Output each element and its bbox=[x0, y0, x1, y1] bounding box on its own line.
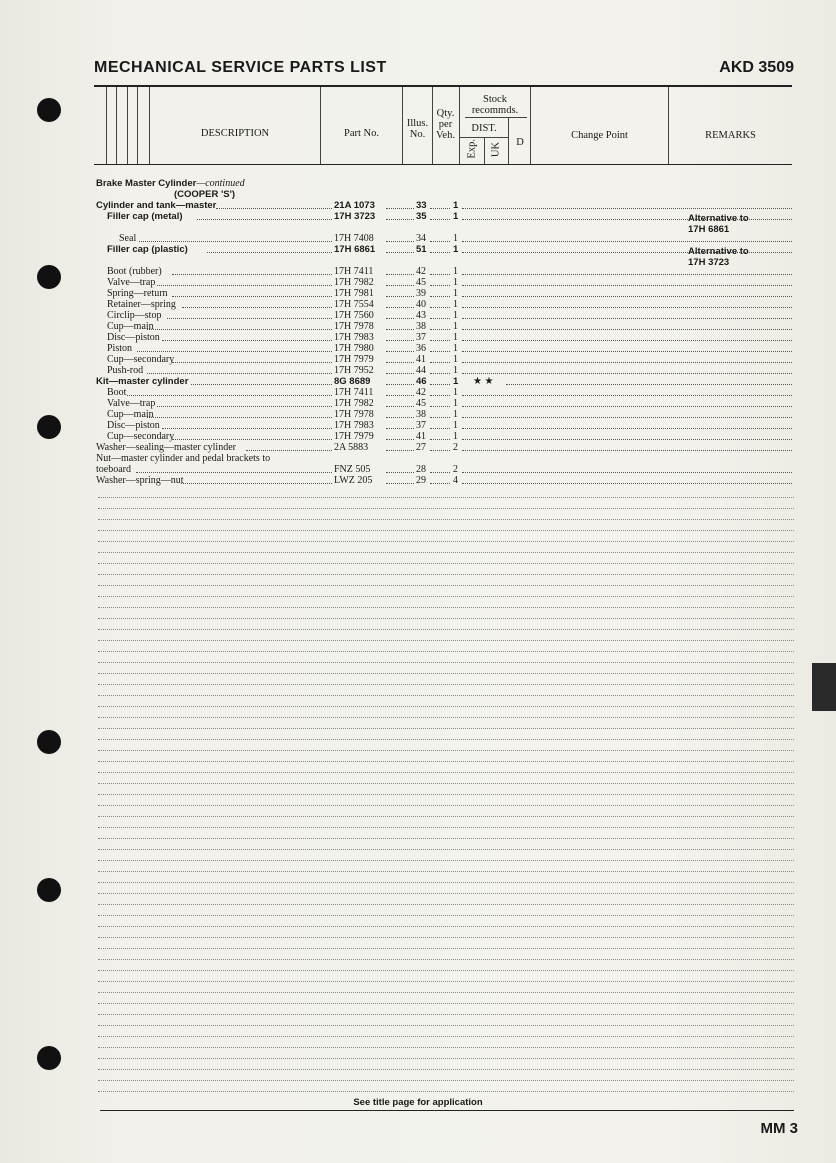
illus-number: 45 bbox=[416, 398, 426, 409]
part-description: Filler cap (metal) bbox=[107, 211, 183, 222]
ruled-line bbox=[98, 1014, 794, 1015]
col-part-no: Part No. bbox=[344, 128, 379, 139]
qty-per-vehicle: 1 bbox=[453, 332, 458, 343]
remark: Alternative to 17H 6861 bbox=[688, 213, 749, 235]
col-qty: Qty. per Veh. bbox=[436, 108, 455, 141]
qty-per-vehicle: 1 bbox=[453, 343, 458, 354]
footer-rule bbox=[100, 1110, 794, 1111]
part-number: 21A 1073 bbox=[334, 200, 375, 211]
part-description: Cylinder and tank—master bbox=[96, 200, 217, 211]
page-number: MM 3 bbox=[760, 1120, 798, 1137]
part-description: Valve—trap bbox=[107, 398, 156, 409]
ruled-line bbox=[98, 1047, 794, 1048]
ruled-line bbox=[98, 1080, 794, 1081]
ruled-line bbox=[98, 937, 794, 938]
table-row bbox=[96, 288, 796, 299]
qty-per-vehicle: 1 bbox=[453, 387, 458, 398]
col-dist: DIST. bbox=[471, 123, 497, 134]
illus-number: 37 bbox=[416, 332, 426, 343]
binder-hole bbox=[37, 98, 61, 122]
ruled-line bbox=[98, 1069, 794, 1070]
part-number: 17H 7952 bbox=[334, 365, 374, 376]
part-number: 17H 7983 bbox=[334, 332, 374, 343]
part-number: 17H 7981 bbox=[334, 288, 374, 299]
ruled-line bbox=[98, 750, 794, 751]
ruled-line bbox=[98, 728, 794, 729]
ruled-line bbox=[98, 915, 794, 916]
part-number: 17H 7554 bbox=[334, 299, 374, 310]
table-row bbox=[96, 387, 796, 398]
ruled-line bbox=[98, 706, 794, 707]
document-code: AKD 3509 bbox=[719, 59, 794, 76]
ruled-line bbox=[98, 574, 794, 575]
ruled-line bbox=[98, 794, 794, 795]
illus-number: 33 bbox=[416, 200, 427, 211]
col-change-point: Change Point bbox=[571, 130, 628, 141]
part-number: 17H 7411 bbox=[334, 266, 374, 277]
ruled-line bbox=[98, 585, 794, 586]
part-number: 2A 5883 bbox=[334, 442, 369, 453]
part-description: Spring—return bbox=[107, 288, 168, 299]
ruled-line bbox=[98, 816, 794, 817]
ruled-line bbox=[98, 1036, 794, 1037]
part-description: Kit—master cylinder bbox=[96, 376, 189, 387]
col-description: DESCRIPTION bbox=[200, 128, 270, 139]
part-description: Nut—master cylinder and pedal brackets to bbox=[96, 453, 271, 464]
ruled-line bbox=[98, 519, 794, 520]
illus-number: 29 bbox=[416, 475, 426, 486]
page-tab-marker bbox=[812, 663, 836, 711]
part-number: LWZ 205 bbox=[334, 475, 373, 486]
part-description: Filler cap (plastic) bbox=[107, 244, 188, 255]
qty-per-vehicle: 1 bbox=[453, 200, 459, 211]
part-number: 17H 7979 bbox=[334, 431, 374, 442]
ruled-line bbox=[98, 959, 794, 960]
qty-per-vehicle: 4 bbox=[453, 475, 458, 486]
binder-hole bbox=[37, 1046, 61, 1070]
ruled-line bbox=[98, 530, 794, 531]
qty-per-vehicle: 1 bbox=[453, 288, 458, 299]
binder-hole bbox=[37, 265, 61, 289]
part-number: 17H 7983 bbox=[334, 420, 374, 431]
part-number: 8G 8689 bbox=[334, 376, 371, 387]
remark: Alternative to 17H 3723 bbox=[688, 246, 749, 268]
part-description: Cup—secondary bbox=[107, 431, 175, 442]
ruled-line bbox=[98, 1003, 794, 1004]
illus-number: 27 bbox=[416, 442, 426, 453]
ruled-line bbox=[98, 871, 794, 872]
section-heading: Brake Master Cylinder—continued bbox=[96, 178, 245, 189]
qty-per-vehicle: 1 bbox=[453, 266, 458, 277]
illus-number: 41 bbox=[416, 354, 426, 365]
illus-number: 51 bbox=[416, 244, 427, 255]
stock-stars: ★ ★ bbox=[473, 376, 494, 387]
ruled-line bbox=[98, 717, 794, 718]
part-number: 17H 7979 bbox=[334, 354, 374, 365]
part-number: 17H 7978 bbox=[334, 409, 374, 420]
part-description: Washer—spring—nut bbox=[96, 475, 184, 486]
table-row bbox=[96, 475, 796, 486]
ruled-line bbox=[98, 761, 794, 762]
ruled-line bbox=[98, 541, 794, 542]
illus-number: 42 bbox=[416, 387, 426, 398]
part-number: FNZ 505 bbox=[334, 464, 371, 475]
qty-per-vehicle: 1 bbox=[453, 365, 458, 376]
table-row bbox=[96, 453, 796, 464]
ruled-line bbox=[98, 1058, 794, 1059]
table-row bbox=[96, 277, 796, 288]
illus-number: 45 bbox=[416, 277, 426, 288]
ruled-line bbox=[98, 662, 794, 663]
table-row bbox=[96, 310, 796, 321]
ruled-line bbox=[98, 992, 794, 993]
ruled-line bbox=[98, 640, 794, 641]
ruled-line bbox=[98, 508, 794, 509]
illus-number: 43 bbox=[416, 310, 426, 321]
qty-per-vehicle: 2 bbox=[453, 442, 458, 453]
part-description: Disc—piston bbox=[107, 332, 160, 343]
part-number: 17H 6861 bbox=[334, 244, 376, 255]
qty-per-vehicle: 1 bbox=[453, 233, 458, 244]
part-description: Valve—trap bbox=[107, 277, 156, 288]
part-description: Boot (rubber) bbox=[107, 266, 162, 277]
part-description: Disc—piston bbox=[107, 420, 160, 431]
qty-per-vehicle: 1 bbox=[453, 398, 458, 409]
ruled-line bbox=[98, 783, 794, 784]
ruled-line bbox=[98, 563, 794, 564]
qty-per-vehicle: 1 bbox=[453, 354, 458, 365]
ruled-line bbox=[98, 673, 794, 674]
illus-number: 42 bbox=[416, 266, 426, 277]
ruled-line bbox=[98, 607, 794, 608]
ruled-line bbox=[98, 981, 794, 982]
table-row bbox=[96, 266, 796, 277]
col-remarks: REMARKS bbox=[705, 130, 756, 141]
ruled-line bbox=[98, 629, 794, 630]
ruled-line bbox=[98, 1025, 794, 1026]
part-description: Piston bbox=[107, 343, 133, 354]
illus-number: 40 bbox=[416, 299, 426, 310]
illus-number: 28 bbox=[416, 464, 426, 475]
section-subtitle: (COOPER 'S') bbox=[174, 189, 235, 200]
table-row bbox=[96, 464, 796, 475]
page-title: MECHANICAL SERVICE PARTS LIST bbox=[94, 59, 387, 76]
illus-number: 35 bbox=[416, 211, 427, 222]
col-exp: Exp. bbox=[466, 138, 478, 159]
part-number: 17H 7982 bbox=[334, 277, 374, 288]
qty-per-vehicle: 1 bbox=[453, 277, 458, 288]
qty-per-vehicle: 1 bbox=[453, 211, 459, 222]
ruled-line bbox=[98, 926, 794, 927]
table-row bbox=[96, 332, 796, 343]
illus-number: 39 bbox=[416, 288, 426, 299]
part-description: Circlip—stop bbox=[107, 310, 162, 321]
part-description: toeboard bbox=[96, 464, 131, 475]
table-row bbox=[96, 398, 796, 409]
binder-hole bbox=[37, 415, 61, 439]
table-row bbox=[96, 354, 796, 365]
illus-number: 46 bbox=[416, 376, 427, 387]
ruled-line bbox=[98, 805, 794, 806]
ruled-line bbox=[98, 860, 794, 861]
part-number: 17H 7982 bbox=[334, 398, 374, 409]
ruled-line bbox=[98, 948, 794, 949]
qty-per-vehicle: 1 bbox=[453, 409, 458, 420]
illus-number: 41 bbox=[416, 431, 426, 442]
col-illus-no: Illus. No. bbox=[406, 118, 429, 140]
ruled-line bbox=[98, 849, 794, 850]
qty-per-vehicle: 1 bbox=[453, 431, 458, 442]
table-row bbox=[96, 321, 796, 332]
illus-number: 36 bbox=[416, 343, 426, 354]
qty-per-vehicle: 1 bbox=[453, 376, 459, 387]
qty-per-vehicle: 2 bbox=[453, 464, 458, 475]
table-row bbox=[96, 409, 796, 420]
table-row bbox=[96, 420, 796, 431]
header-rule bbox=[94, 85, 792, 87]
part-description: Washer—sealing—master cylinder bbox=[96, 442, 236, 453]
part-number: 17H 3723 bbox=[334, 211, 376, 222]
qty-per-vehicle: 1 bbox=[453, 310, 458, 321]
ruled-line bbox=[98, 651, 794, 652]
table-row bbox=[96, 343, 796, 354]
col-uk: UK bbox=[490, 141, 502, 158]
part-description: Cup—secondary bbox=[107, 354, 175, 365]
ruled-line bbox=[98, 970, 794, 971]
table-row bbox=[96, 365, 796, 376]
illus-number: 44 bbox=[416, 365, 426, 376]
ruled-line bbox=[98, 904, 794, 905]
qty-per-vehicle: 1 bbox=[453, 244, 459, 255]
col-d: D bbox=[516, 137, 524, 148]
part-number: 17H 7408 bbox=[334, 233, 374, 244]
ruled-line bbox=[98, 838, 794, 839]
ruled-line bbox=[98, 552, 794, 553]
ruled-line bbox=[98, 695, 794, 696]
table-row bbox=[96, 431, 796, 442]
part-number: 17H 7560 bbox=[334, 310, 374, 321]
table-row bbox=[96, 299, 796, 310]
illus-number: 37 bbox=[416, 420, 426, 431]
part-description: Seal bbox=[119, 233, 137, 244]
ruled-line bbox=[98, 497, 794, 498]
binder-hole bbox=[37, 730, 61, 754]
illus-number: 38 bbox=[416, 321, 426, 332]
ruled-line bbox=[98, 882, 794, 883]
part-description: Cup—main bbox=[107, 409, 154, 420]
col-stock: Stock recommds. bbox=[471, 94, 519, 116]
qty-per-vehicle: 1 bbox=[453, 299, 458, 310]
ruled-line bbox=[98, 739, 794, 740]
ruled-line bbox=[98, 618, 794, 619]
table-row bbox=[96, 442, 796, 453]
part-description: Retainer—spring bbox=[107, 299, 176, 310]
footer-note: See title page for application bbox=[353, 1097, 483, 1108]
ruled-line bbox=[98, 827, 794, 828]
binder-hole bbox=[37, 878, 61, 902]
ruled-line bbox=[98, 893, 794, 894]
table-row bbox=[96, 233, 796, 244]
illus-number: 34 bbox=[416, 233, 426, 244]
ruled-line bbox=[98, 1091, 794, 1092]
ruled-line bbox=[98, 596, 794, 597]
ruled-line bbox=[98, 684, 794, 685]
part-description: Cup—main bbox=[107, 321, 154, 332]
part-description: Push-rod bbox=[107, 365, 144, 376]
illus-number: 38 bbox=[416, 409, 426, 420]
part-number: 17H 7980 bbox=[334, 343, 374, 354]
part-number: 17H 7978 bbox=[334, 321, 374, 332]
table-row bbox=[96, 376, 796, 387]
ruled-line bbox=[98, 772, 794, 773]
table-row bbox=[96, 200, 796, 211]
qty-per-vehicle: 1 bbox=[453, 321, 458, 332]
part-description: Boot bbox=[107, 387, 127, 398]
part-number: 17H 7411 bbox=[334, 387, 374, 398]
qty-per-vehicle: 1 bbox=[453, 420, 458, 431]
